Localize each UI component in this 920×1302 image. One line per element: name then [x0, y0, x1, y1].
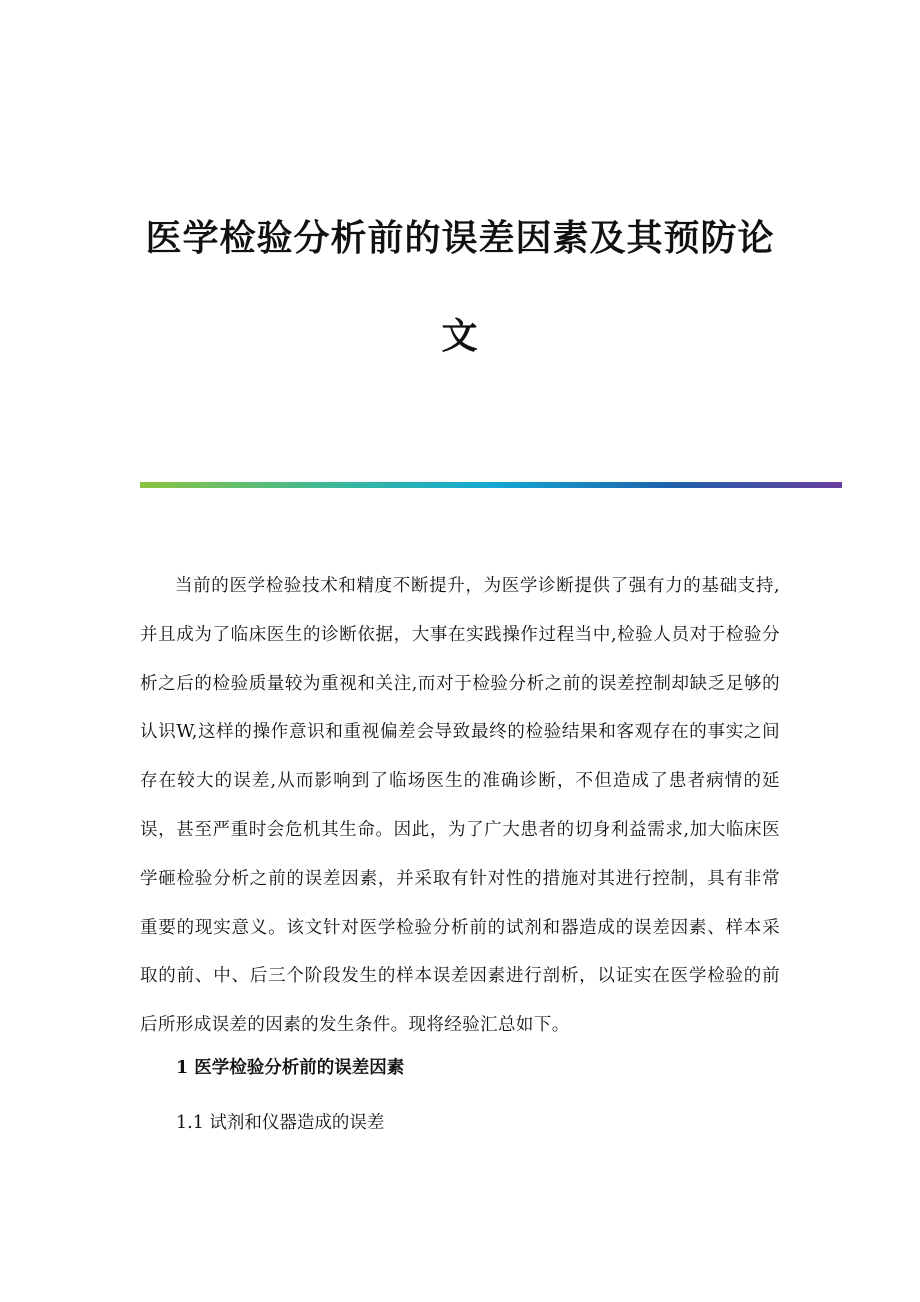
document-title-line-2: 文 [441, 316, 479, 357]
subsection-heading: 1.1 试剂和仪器造成的误差 [176, 1113, 385, 1133]
section-heading: 1 医学检验分析前的误差因素 [176, 1058, 405, 1078]
document-title-line-1: 医学检验分析前的误差因素及其预防论 [145, 218, 775, 259]
intro-paragraph: 当前的医学检验技术和精度不断提升，为医学诊断提供了强有力的基础支持,并且成为了临床医生的诊断依据，大事在实践操作过程当中,检验人员对于检验分析之后的检验质量较为重视和关注,而对于检验分析之前的误差控制却缺乏足够的认识W,这样的操作意识和重视偏差会导致最终的检验结果和客观存在的事实之间存在较大的误差,从而影响到了临场医生的准确诊断，不但造成了患者病情的延误，甚至严重时会危机其生命。因此，为了广大患者的切身利益需求,加大临床医学砸检验分析之前的误差因素，并采取有针对性的措施对其进行控制，具有非常重要的现实意义。该文针对医学检验分析前的试剂和器造成的误差因素、样本采取的前、中、后三个阶段发生的样本误差因素进行剖析，以证实在医学检验的前后所形成误差的因素的发生条件。现将经验汇总如下。 [140, 576, 780, 1036]
gradient-divider [140, 482, 842, 488]
